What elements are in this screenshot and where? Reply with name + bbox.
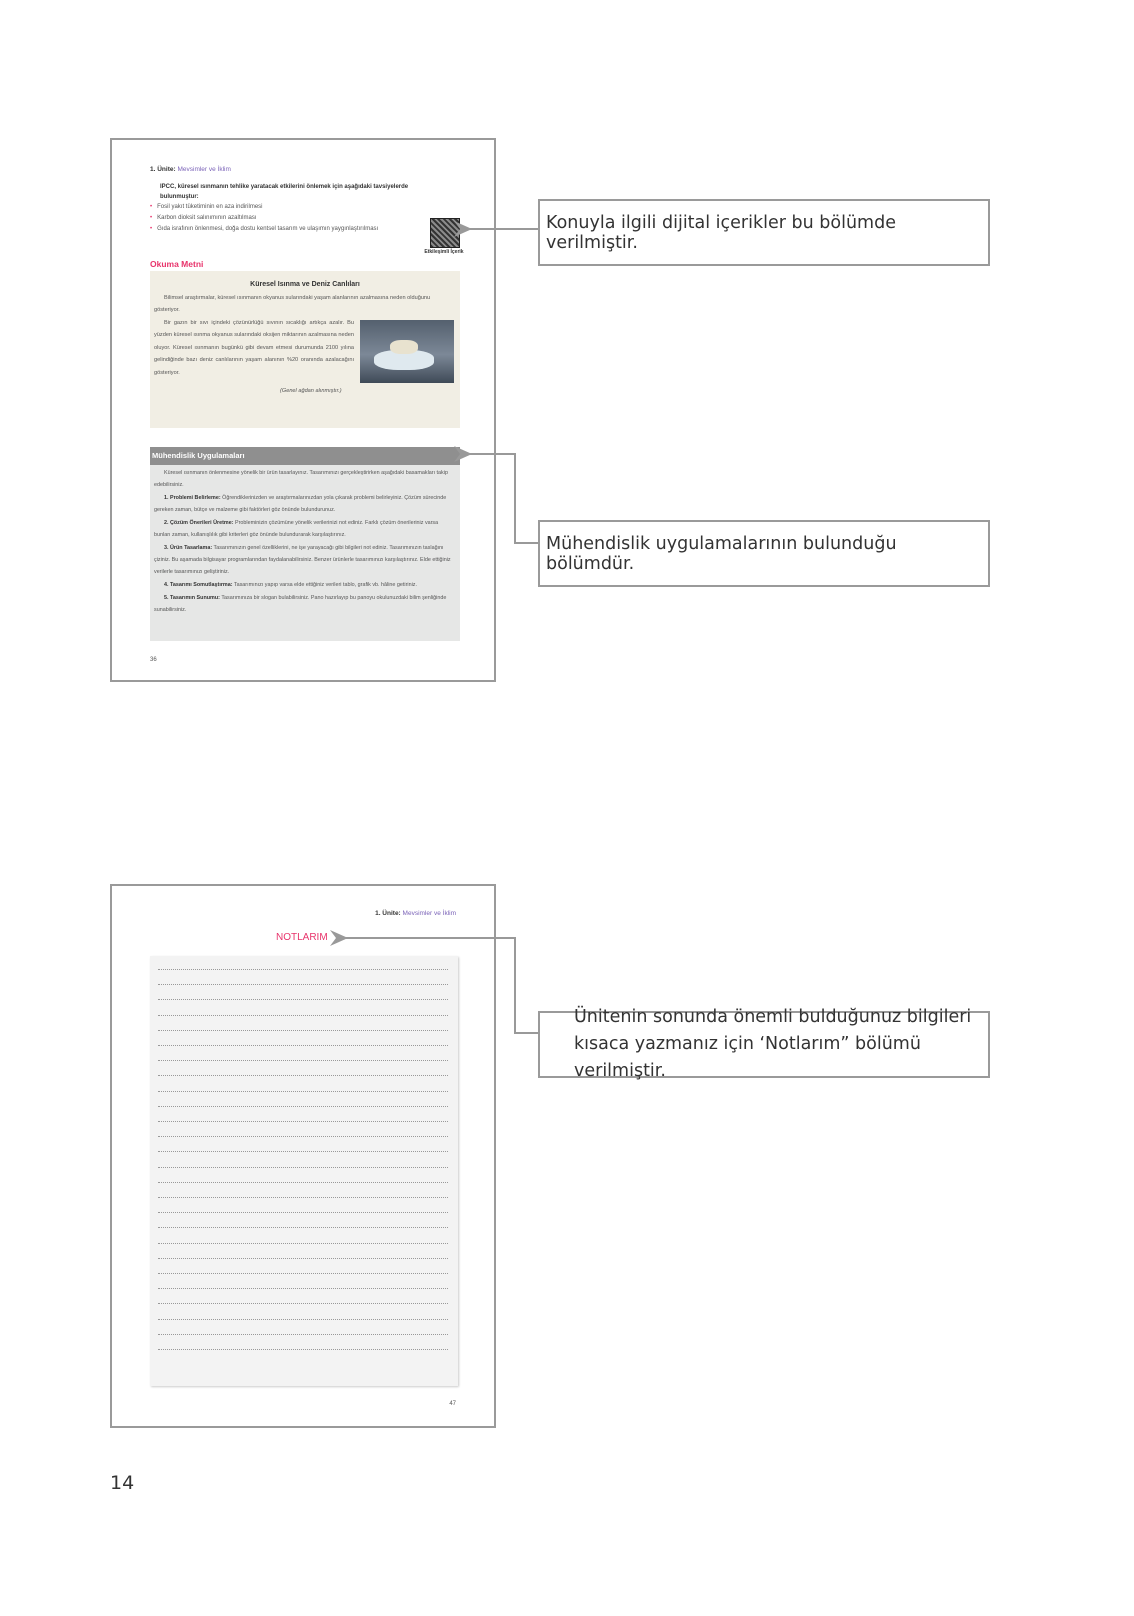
unit-header: 1. Ünite: Mevsimler ve İklim bbox=[375, 910, 456, 917]
unit-label: 1. Ünite: bbox=[150, 166, 176, 173]
unit-name: Mevsimler ve İklim bbox=[177, 166, 231, 173]
notes-title: NOTLARIM bbox=[276, 932, 328, 943]
bullet-item: • Fosil yakıt tüketiminin en aza indirilmesi bbox=[150, 204, 263, 210]
step-item: 2. Çözüm Önerileri Üretme: Probleminizin çözümüne yönelik verilerinizi not ediniz. Farklı çözüm önerileriniz varsa bunları zaman, kullanışlılık gibi kriterleri göz önünde bulundurarak karşılaştırınız. bbox=[154, 520, 439, 538]
callout-digital-content: Konuyla ilgili dijital içerikler bu bölümde verilmiştir. bbox=[538, 199, 990, 266]
callout-notes: Ünitenin sonunda önemli bulduğunuz bilgileri kısaca yazmanız için ‘Notlarım” bölümü verilmiştir. bbox=[538, 1011, 990, 1078]
intro-text: IPCC, küresel ısınmanın tehlike yaratacak etkilerini önlemek için aşağıdaki tavsiyelerde bulunmuştur: bbox=[160, 184, 409, 200]
engineering-heading: Mühendislik Uygulamaları bbox=[150, 447, 460, 465]
step-item: 4. Tasarımı Somutlaştırma: Tasarımınızı yapıp varsa elde ettiğiniz verileri tablo, grafik vb. hâline getiriniz. bbox=[164, 582, 417, 588]
page-number: 14 bbox=[110, 1472, 135, 1494]
callout-engineering: Mühendislik uygulamalarının bulunduğu bölümdür. bbox=[538, 520, 990, 587]
page-number: 36 bbox=[150, 657, 157, 663]
bullet-item: • Gıda israfının önlenmesi, doğa dostu kentsel tasarım ve ulaşımın yaygınlaştırılması bbox=[150, 226, 379, 232]
engineering-intro: Küresel ısınmanın önlenmesine yönelik bir ürün tasarlayınız. Tasarımınızı gerçekleştirirken aşağıdaki basamakları takip edebilirsiniz. bbox=[154, 470, 448, 488]
reading-paragraph: Bir gazın bir sıvı içindeki çözünürlüğü sıvının sıcaklığı artıkça azalır. Bu yüzden küresel ısınma okyanus sularındaki oksijen miktarının azalmasına neden oluyor. Küresel ısınmanın bugünkü gibi devam etmesi durumunda 2100 yılına gelindiğinde bazı deniz canlılarının yaşam alanının %20 oranında azalacağını gösteriyor. bbox=[154, 319, 354, 376]
reading-heading: Okuma Metni bbox=[150, 259, 204, 269]
bullet-item: • Karbon dioksit salınımının azaltılması bbox=[150, 215, 257, 221]
qr-caption: Etkileşimli İçerik bbox=[424, 249, 464, 255]
page-number: 47 bbox=[449, 1401, 456, 1407]
step-item: 5. Tasarımın Sunumu: Tasarımınıza bir slogan bulabilirsiniz. Pano hazırlayıp bu panoyu okulunuzdaki bilim şenliğinde sunabilirsiniz. bbox=[154, 595, 447, 613]
reading-title: Küresel Isınma ve Deniz Canlıları bbox=[250, 281, 360, 288]
step-item: 3. Ürün Tasarlama: Tasarımınızın genel özelliklerini, ne işe yarayacağı gibi bilgileri not ediniz. Tasarımınızın taslağını çiziniz. Bu aşamada bilgisayar programlarından faydalanabilirsiniz. Benzer ürünlerle tasarımınızı karşılaştırınız. Elde ettiğiniz verilerle tasarımınızı geliştiriniz. bbox=[154, 545, 451, 575]
reading-paragraph: Bilimsel araştırmalar, küresel ısınmanın okyanus sularındaki yaşam alanlarının azalmasına neden olduğunu gösteriyor. bbox=[154, 294, 431, 313]
reading-source: (Genel ağdan alınmıştır.) bbox=[280, 387, 342, 394]
step-item: 1. Problemi Belirleme: Öğrendiklerinizden ve araştırmalarınızdan yola çıkarak problemi belirleyiniz. Çözüm sürecinde gereken zaman, bütçe ve malzeme gibi faktörleri göz önünde bulundurunuz. bbox=[154, 495, 447, 513]
